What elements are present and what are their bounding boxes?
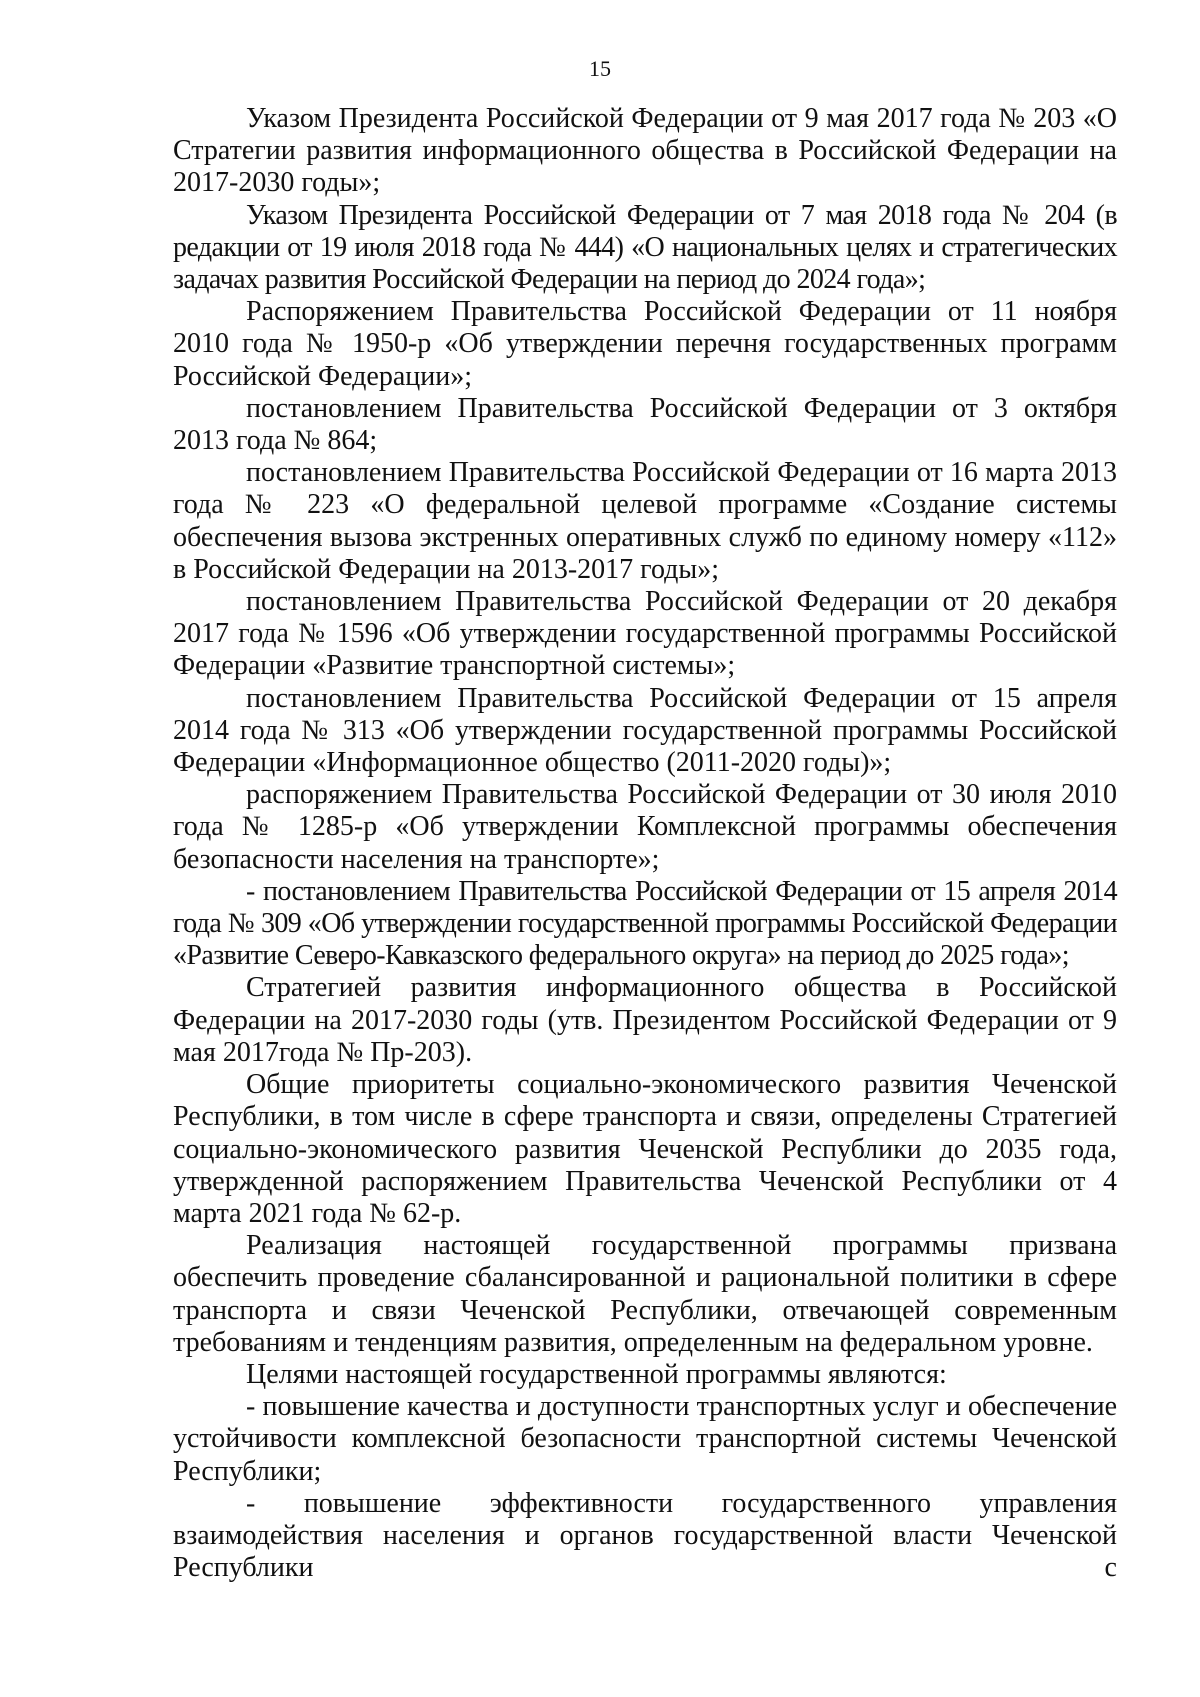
paragraph-program-implementation: Реализация настоящей государственной программы призвана обеспечить проведение сбалансированной и рациональной политики в сфере транспорта и связи Чеченской Республики, отвечающей современным требованиям и тенденциям развития, определенным на федеральном уровне. [173,1230,1117,1358]
paragraph-goal-governance-efficiency: - повышение эффективности государственного управления взаимодействия населения и органов государственной власти Чеченской Республики с [173,1487,1117,1584]
document-body [173,103,1117,1584]
paragraph-resolution-864: постановлением Правительства Российской Федерации от 3 октября 2013 года № 864; [173,392,1117,457]
paragraph-program-goals-heading: Целями настоящей государственной программы являются: [246,1358,947,1390]
page-number: 15 [589,56,611,81]
paragraph-resolution-309: - постановлением Правительства Российской Федерации от 15 апреля 2014 года № 309 «Об утверждении государственной программы Российской Федерации «Развитие Северо-Кавказского федерального округа» на период до 2025 года»; [173,875,1117,972]
paragraph-resolution-223: постановлением Правительства Российской Федерации от 16 марта 2013 года № 223 «О федеральной целевой программе «Создание системы обеспечения вызова экстренных оперативных служб по единому номеру «112» в Российской Федерации на 2013-2017 годы»; [173,457,1117,585]
paragraph-strategy-pr-203: Стратегией развития информационного общества в Российской Федерации на 2017-2030 годы (утв. Президентом Российской Федерации от 9 мая 2017года № Пр-203). [173,972,1117,1068]
paragraph-decree-204: Указом Президента Российской Федерации от 7 мая 2018 года № 204 (в редакции от 19 июля 2018 года № 444) «О национальных целях и стратегических задачах развития Российской Федерации на период до 2024 года»; [173,199,1117,296]
paragraph-goal-transport-quality: - повышение качества и доступности транспортных услуг и обеспечение устойчивости комплексной безопасности транспортной системы Чеченской Республики; [173,1391,1117,1487]
paragraph-decree-203: Указом Президента Российской Федерации от 9 мая 2017 года № 203 «О Стратегии развития информационного общества в Российской Федерации на 2017-2030 годы»; [173,103,1117,199]
paragraph-order-1285-r: распоряжением Правительства Российской Федерации от 30 июля 2010 года № 1285-р «Об утверждении Комплексной программы обеспечения безопасности населения на транспорте»; [173,779,1117,875]
paragraph-resolution-313: постановлением Правительства Российской Федерации от 15 апреля 2014 года № 313 «Об утверждении государственной программы Российской Федерации «Информационное общество (2011-2020 годы)»; [173,682,1117,779]
paragraph-resolution-1596: постановлением Правительства Российской Федерации от 20 декабря 2017 года № 1596 «Об утверждении государственной программы Российской Федерации «Развитие транспортной системы»; [173,586,1117,682]
paragraph-regional-priorities: Общие приоритеты социально-экономического развития Чеченской Республики, в том числе в сфере транспорта и связи, определены Стратегией социально-экономического развития Чеченской Республики до 2035 года, утвержденной распоряжением Правительства Чеченской Республики от 4 марта 2021 года № 62-р. [173,1069,1117,1229]
paragraph-order-1950-r: Распоряжением Правительства Российской Федерации от 11 ноября 2010 года № 1950-р «Об утверждении перечня государственных программ Российской Федерации»; [173,296,1117,392]
